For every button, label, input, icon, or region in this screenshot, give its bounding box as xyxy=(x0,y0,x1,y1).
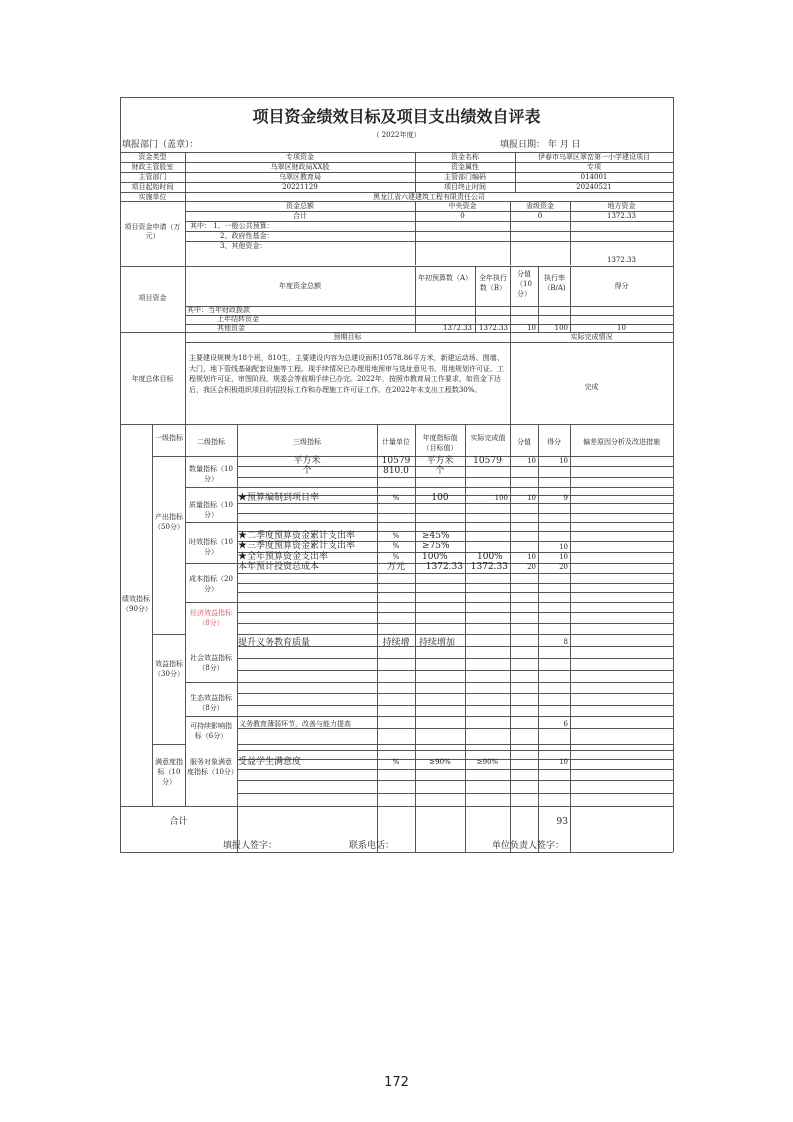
form-title: 项目资金绩效目标及项目支出绩效自评表 xyxy=(252,107,541,126)
goal-label: 年度总体目标 xyxy=(131,375,174,383)
qty-r1-score: 10 xyxy=(527,457,536,465)
perf-lvl2-header: 二级指标 xyxy=(197,438,225,446)
time-r2-points: 10 xyxy=(559,543,568,551)
quality-r1-actual: 100 xyxy=(494,494,508,502)
quality-r1-unit: % xyxy=(392,494,400,502)
qty-r1-actual: 10579 xyxy=(473,456,502,466)
time-r2-target: ≥75% xyxy=(422,541,450,551)
cost-r1-unit: 万元 xyxy=(386,562,405,572)
quality-r1-name: ★预算编制到项目率 xyxy=(238,493,320,503)
fund-type-label: 资金类型 xyxy=(138,153,167,161)
impl-value: 黑龙江省六建建筑工程有限责任公司 xyxy=(373,193,485,201)
perf-output: 产出指标（50分） xyxy=(154,513,184,531)
time-r1-unit: % xyxy=(392,532,400,540)
funds-annual-header: 年度资金总额 xyxy=(279,282,321,290)
service-r1-unit: % xyxy=(392,758,400,766)
apply-sub3: 3、其他资金： xyxy=(220,242,267,250)
fund-attr-value: 专项 xyxy=(587,163,601,171)
fund-name-label: 资金名称 xyxy=(451,153,479,161)
cost-r1-actual: 1372.33 xyxy=(470,562,508,572)
social-r1-unit: 持续增 xyxy=(382,638,410,648)
time-r2-unit: % xyxy=(392,542,400,550)
funds-budget-value: 1372.33 xyxy=(443,324,472,332)
footer-leader: 单位负责人签字： xyxy=(492,841,565,851)
funds-exec-header: 全年执行数（B） xyxy=(479,274,507,292)
service-r1-actual: ≥90% xyxy=(476,758,499,766)
funds-exec-value: 1372.33 xyxy=(479,324,508,332)
goal-text: 主要建设规模为18个班，810生，主要建设内容为总建设面积10578.86平方米，新建运动场、围墙、大门，地下管线基础配套设施等工程。现手续情况已办理用地预审与选址意见书、用地规划许可证、工程规划许可证、审图阶段、规委会等前期手续已办完。2022年，按照市教育局工作要求，如资金下达后，我区会积极组织项目的招投标工作和办理施工许可证工作。在2022年末支出工程数30%。 xyxy=(189,354,504,394)
time-r1-name: ★二季度预算资金累计支出率 xyxy=(238,531,356,541)
mgr-code-value: 014001 xyxy=(580,173,608,181)
service-r1-target: ≥90% xyxy=(429,758,451,766)
perf-sustain: 可持续影响指标（6分） xyxy=(190,722,232,740)
perf-econ: 经济效益指标（8分） xyxy=(190,609,232,627)
perf-actual-header: 实际完成值 xyxy=(470,434,506,442)
time-r3-points: 10 xyxy=(559,553,568,561)
time-r3-name: ★全年预算资金支出率 xyxy=(238,552,329,562)
qty-r1-points: 10 xyxy=(559,457,568,465)
impl-label: 实施单位 xyxy=(138,193,167,201)
sustain-r1-name: 义务教育薄弱环节，改善与能力提高 xyxy=(239,720,351,728)
funds-score-value: 10 xyxy=(527,324,536,332)
footer-phone: 联系电话： xyxy=(349,841,395,851)
funds-points-value: 10 xyxy=(617,324,626,332)
quality-r1-points: 9 xyxy=(563,494,568,502)
perf-target-header: 年度指标值（目标值） xyxy=(422,434,458,452)
total-label: 合计 xyxy=(169,817,188,827)
end-value: 20240521 xyxy=(576,183,612,191)
funds-row3: 其他资金 xyxy=(217,324,245,332)
social-r1-points: 8 xyxy=(563,638,568,646)
perf-cost: 成本指标（20分） xyxy=(189,575,233,593)
funds-row1: 其中：当年财政拨款 xyxy=(187,306,250,314)
apply-total-header: 资金总额 xyxy=(286,202,314,210)
funds-label: 项目资金 xyxy=(138,294,167,302)
apply-total-label: 合计 xyxy=(293,212,307,220)
qty-r1-unit: 10579 xyxy=(381,456,411,466)
qty-r2-target: 个 xyxy=(435,466,445,476)
mgr-dept-value: 乌翠区教育局 xyxy=(279,173,321,181)
perf-label: 绩效指标（90分） xyxy=(122,595,152,613)
qty-r2-name: 个 xyxy=(302,466,312,476)
apply-central-header: 中央资金 xyxy=(448,202,477,210)
funds-points-header: 得分 xyxy=(614,282,629,290)
page-number: 172 xyxy=(384,1075,409,1090)
funds-row2: 上年结转资金 xyxy=(217,315,259,323)
mgr-dept-label: 主管部门 xyxy=(138,173,167,181)
social-r1-target: 持续增加 xyxy=(419,638,456,648)
service-r1-name: 受益学生满意度 xyxy=(238,757,302,767)
perf-lvl3-header: 三级指标 xyxy=(293,438,321,446)
time-r1-target: ≥45% xyxy=(422,531,450,541)
fund-name-value: 伊春市乌翠区翠峦第一小学建设项目 xyxy=(538,153,650,161)
apply-sub1: 其中： 1、一般公共预算： xyxy=(190,222,274,230)
cost-r1-points: 20 xyxy=(559,563,568,571)
cost-r1-target: 1372.33 xyxy=(425,562,463,572)
footer-filler: 填报人签字： xyxy=(223,841,278,851)
perf-eco: 生态效益指标（8分） xyxy=(190,694,232,712)
time-r2-name: ★三季度预算资金累计支出率 xyxy=(238,541,356,551)
goal-plan-header: 预期目标 xyxy=(333,333,362,341)
time-r3-actual: 100% xyxy=(477,552,503,562)
perf-benefit: 效益指标（30分） xyxy=(154,660,184,678)
sustain-r1-points: 6 xyxy=(563,720,568,728)
perf-social: 社会效益指标（8分） xyxy=(190,654,232,672)
funds-score-header: 分值（10分） xyxy=(516,270,532,298)
qty-r1-name: 平方米 xyxy=(293,456,321,466)
apply-sub3-local: 1372.33 xyxy=(607,256,636,264)
apply-local-header: 地方资金 xyxy=(607,202,636,210)
apply-local-value: 1372.33 xyxy=(607,212,636,220)
quality-r1-target: 100 xyxy=(431,493,449,503)
fund-type-value: 专项资金 xyxy=(286,153,314,161)
qty-r1-target: 平方米 xyxy=(426,456,454,466)
perf-time: 时效指标（10分） xyxy=(189,538,233,556)
start-value: 20221129 xyxy=(282,183,318,191)
apply-prov-value: 0 xyxy=(537,212,543,220)
fill-date-label: 填报日期： 年 月 日 xyxy=(500,140,581,150)
service-r1-points: 10 xyxy=(559,758,568,766)
goal-actual-header: 实际完成情况 xyxy=(570,333,613,341)
perf-unit-header: 计量单位 xyxy=(382,438,410,446)
form-year: （ 2022年度） xyxy=(372,131,421,139)
time-r3-target: 100% xyxy=(422,552,448,562)
apply-label: 项目资金申请（万元） xyxy=(124,223,181,240)
fin-dept-value: 乌翠区财政局XX股 xyxy=(270,163,330,171)
fill-dept-label: 填报部门（盖章）： xyxy=(122,140,199,150)
fin-dept-label: 财政主管股室 xyxy=(131,163,174,171)
perf-satisfaction: 满意度指标（10分） xyxy=(155,758,183,786)
perf-lvl1-header: 一级指标 xyxy=(155,434,183,442)
cost-r1-name: 本年预计投资总成本 xyxy=(238,562,320,572)
goal-actual: 完成 xyxy=(584,383,599,391)
time-r3-score: 10 xyxy=(527,553,536,561)
fund-attr-label: 资金属性 xyxy=(451,163,479,171)
evaluation-form xyxy=(120,97,673,852)
qty-r2-unit: 810.0 xyxy=(383,466,409,476)
social-r1-name: 提升义务教育质量 xyxy=(238,638,311,648)
cost-r1-score: 20 xyxy=(527,563,536,571)
apply-sub2: 2、政府性基金： xyxy=(220,232,274,240)
mgr-code-label: 主管部门编码 xyxy=(444,173,486,181)
start-label: 项目起始时间 xyxy=(131,183,174,191)
perf-score-header: 分值 xyxy=(517,438,531,446)
end-label: 项目终止时间 xyxy=(444,183,486,191)
funds-rate-value: 100 xyxy=(554,324,568,332)
quality-r1-score: 10 xyxy=(527,494,536,502)
funds-rate-header: 执行率（B/A) xyxy=(543,274,566,292)
perf-qty: 数量指标（10分） xyxy=(189,465,233,483)
time-r3-unit: % xyxy=(392,553,400,561)
perf-points-header: 得分 xyxy=(547,438,561,446)
perf-reason-header: 偏差原因分析及改进措施 xyxy=(583,438,660,446)
perf-service: 服务对象满意度指标（10分） xyxy=(187,758,238,776)
perf-quality: 质量指标（10分） xyxy=(189,501,233,519)
total-value: 93 xyxy=(556,817,568,827)
apply-central-value: 0 xyxy=(460,212,465,220)
apply-prov-header: 省级资金 xyxy=(526,202,554,210)
funds-budget-header: 年初预算数（A） xyxy=(417,274,473,282)
